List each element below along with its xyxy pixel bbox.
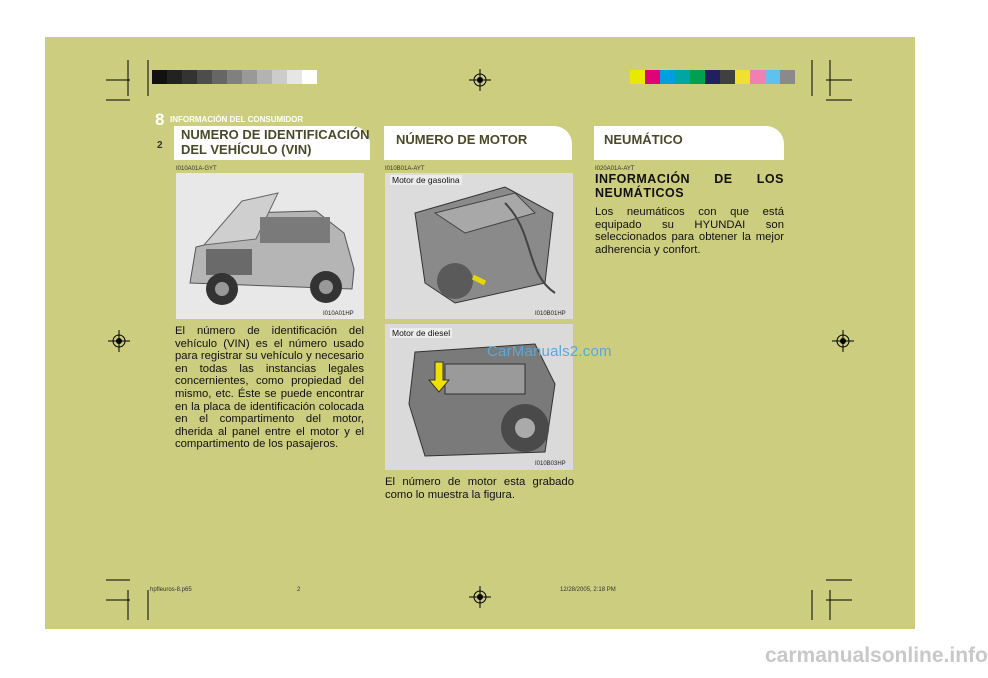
section-title-vin-line1: NUMERO DE IDENTIFICACIÓN — [181, 127, 370, 142]
section-code: I020A01A-AYT — [595, 166, 635, 172]
photo-label: I010B03HP — [535, 461, 566, 467]
footer-date: 12/28/2005, 2:18 PM — [560, 587, 616, 593]
registration-crosshair-right-icon — [832, 330, 854, 352]
site-watermark: carmanualsonline.info — [765, 644, 988, 667]
section-tab-vin — [174, 126, 370, 160]
watermark: CarManuals2.com — [487, 343, 612, 360]
footer-page: 2 — [297, 587, 301, 593]
gasoline-caption: Motor de gasolina — [392, 175, 460, 185]
engine-description: El número de motor esta grabado como lo muestra la figura. — [385, 476, 574, 501]
chapter-title: INFORMACIÓN DEL CONSUMIDOR — [170, 115, 304, 124]
section-title-vin-line2: DEL VEHÍCULO (VIN) — [181, 142, 312, 157]
section-title-tire: NEUMÁTICO — [604, 132, 683, 147]
section-title-engine: NÚMERO DE MOTOR — [396, 132, 528, 147]
vin-description: El número de identificación del vehículo (VIN) es el número usado para registrar su vehículo y necesario en todas las instancias legales concernientes, como propiedad del mismo, etc. Éste se puede encontrar en la placa de identificación colocada en el compartimento del motor, dherida al panel entre el motor y el compartimento de los pasajeros. — [175, 325, 364, 451]
registration-crosshair-top-icon — [469, 69, 491, 91]
vehicle-photo — [176, 173, 364, 319]
tire-info-heading: INFORMACIÓN DE LOS NEUMÁTICOS — [595, 172, 784, 200]
diesel-caption: Motor de diesel — [392, 328, 451, 338]
section-tab-tire — [594, 126, 784, 160]
photo-label: I010B01HP — [535, 311, 566, 317]
photo-label: I010A01HP — [323, 311, 354, 317]
registration-crosshair-bottom-icon — [469, 586, 491, 608]
registration-crosshair-left-icon — [108, 330, 130, 352]
section-tab-engine — [384, 126, 572, 160]
chapter-number: 8 — [155, 110, 165, 129]
section-code: I010B01A-AYT — [385, 166, 425, 172]
gasoline-engine-photo — [385, 173, 573, 319]
footer-file: hpfleuros-8.p65 — [150, 587, 192, 593]
tire-description: Los neumáticos con que está equipado su HYUNDAI son seleccionados para obtener la mejor adherencia y confort. — [595, 206, 784, 256]
section-code: I010A01A-GYT — [176, 166, 217, 172]
page-index: 2 — [157, 140, 163, 151]
